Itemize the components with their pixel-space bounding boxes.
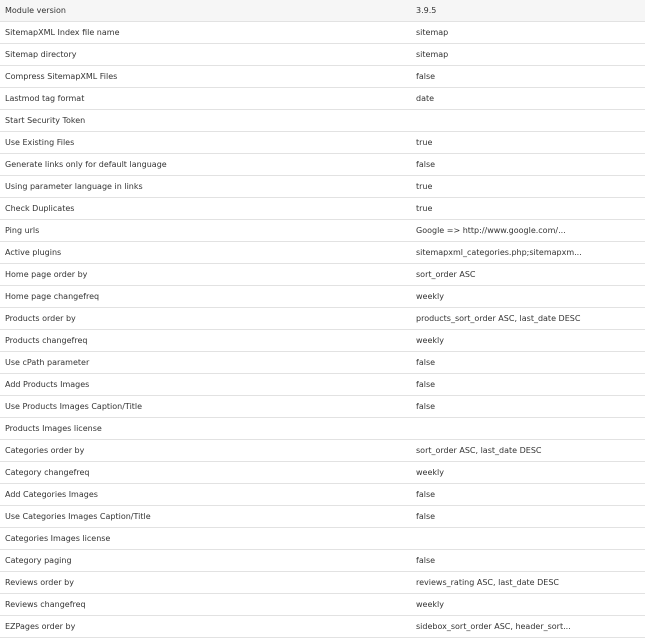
config-key: Compress SitemapXML Files [0,66,406,88]
config-row[interactable] [0,550,645,572]
config-key: Check Duplicates [0,198,406,220]
config-value: false [406,352,645,374]
config-row[interactable] [0,242,645,264]
config-row[interactable] [0,418,645,440]
config-row[interactable] [0,352,645,374]
config-key: Add Products Images [0,374,406,396]
config-key: Products order by [0,308,406,330]
config-row[interactable] [0,154,645,176]
config-value: weekly [406,594,645,616]
config-key: Sitemap directory [0,44,406,66]
config-value: true [406,176,645,198]
config-row[interactable] [0,396,645,418]
config-row[interactable] [0,264,645,286]
config-key: Use Existing Files [0,132,406,154]
config-key: Category paging [0,550,406,572]
config-key: Module version [0,0,406,22]
config-row[interactable] [0,440,645,462]
config-row[interactable] [0,506,645,528]
config-row[interactable] [0,132,645,154]
config-value: false [406,550,645,572]
config-key: SitemapXML Index file name [0,22,406,44]
config-key: Products changefreq [0,330,406,352]
config-row[interactable] [0,484,645,506]
config-key: Reviews order by [0,572,406,594]
config-row[interactable] [0,528,645,550]
config-value: false [406,154,645,176]
config-value [406,110,645,132]
config-key: Use Products Images Caption/Title [0,396,406,418]
config-row[interactable] [0,110,645,132]
config-row[interactable] [0,44,645,66]
config-value: 3.9.5 [406,0,645,22]
config-value: sitemapxml_categories.php;sitemapxm... [406,242,645,264]
config-row[interactable] [0,594,645,616]
config-value: weekly [406,462,645,484]
config-value: products_sort_order ASC, last_date DESC [406,308,645,330]
config-key: Use Categories Images Caption/Title [0,506,406,528]
config-row[interactable] [0,616,645,638]
config-key: Reviews changefreq [0,594,406,616]
config-value: date [406,88,645,110]
config-value: false [406,396,645,418]
config-value: sort_order ASC, last_date DESC [406,440,645,462]
config-value: false [406,374,645,396]
config-key: Generate links only for default language [0,154,406,176]
config-row[interactable] [0,22,645,44]
config-key: Home page changefreq [0,286,406,308]
config-value: weekly [406,286,645,308]
config-key: Category changefreq [0,462,406,484]
config-row[interactable] [0,462,645,484]
config-key: Using parameter language in links [0,176,406,198]
config-row[interactable] [0,286,645,308]
config-key: Active plugins [0,242,406,264]
config-value: true [406,132,645,154]
config-key: Use cPath parameter [0,352,406,374]
config-key: Home page order by [0,264,406,286]
config-row[interactable] [0,308,645,330]
config-value [406,528,645,550]
config-key: Add Categories Images [0,484,406,506]
config-key: Ping urls [0,220,406,242]
config-row[interactable] [0,330,645,352]
config-key: Start Security Token [0,110,406,132]
config-value: sidebox_sort_order ASC, header_sort... [406,616,645,638]
config-row[interactable] [0,176,645,198]
config-row[interactable] [0,374,645,396]
config-value: false [406,66,645,88]
config-row[interactable] [0,198,645,220]
config-row[interactable] [0,66,645,88]
config-row[interactable] [0,572,645,594]
config-key: Products Images license [0,418,406,440]
config-value: Google => http://www.google.com/... [406,220,645,242]
config-value: false [406,506,645,528]
config-value: true [406,198,645,220]
config-key: Lastmod tag format [0,88,406,110]
config-value: reviews_rating ASC, last_date DESC [406,572,645,594]
config-value: sitemap [406,22,645,44]
config-value: sort_order ASC [406,264,645,286]
config-key: EZPages order by [0,616,406,638]
config-value [406,418,645,440]
config-key: Categories Images license [0,528,406,550]
config-key: Categories order by [0,440,406,462]
config-value: false [406,484,645,506]
config-value: weekly [406,330,645,352]
config-row[interactable] [0,220,645,242]
config-row[interactable] [0,0,645,22]
config-row[interactable] [0,88,645,110]
config-value: sitemap [406,44,645,66]
